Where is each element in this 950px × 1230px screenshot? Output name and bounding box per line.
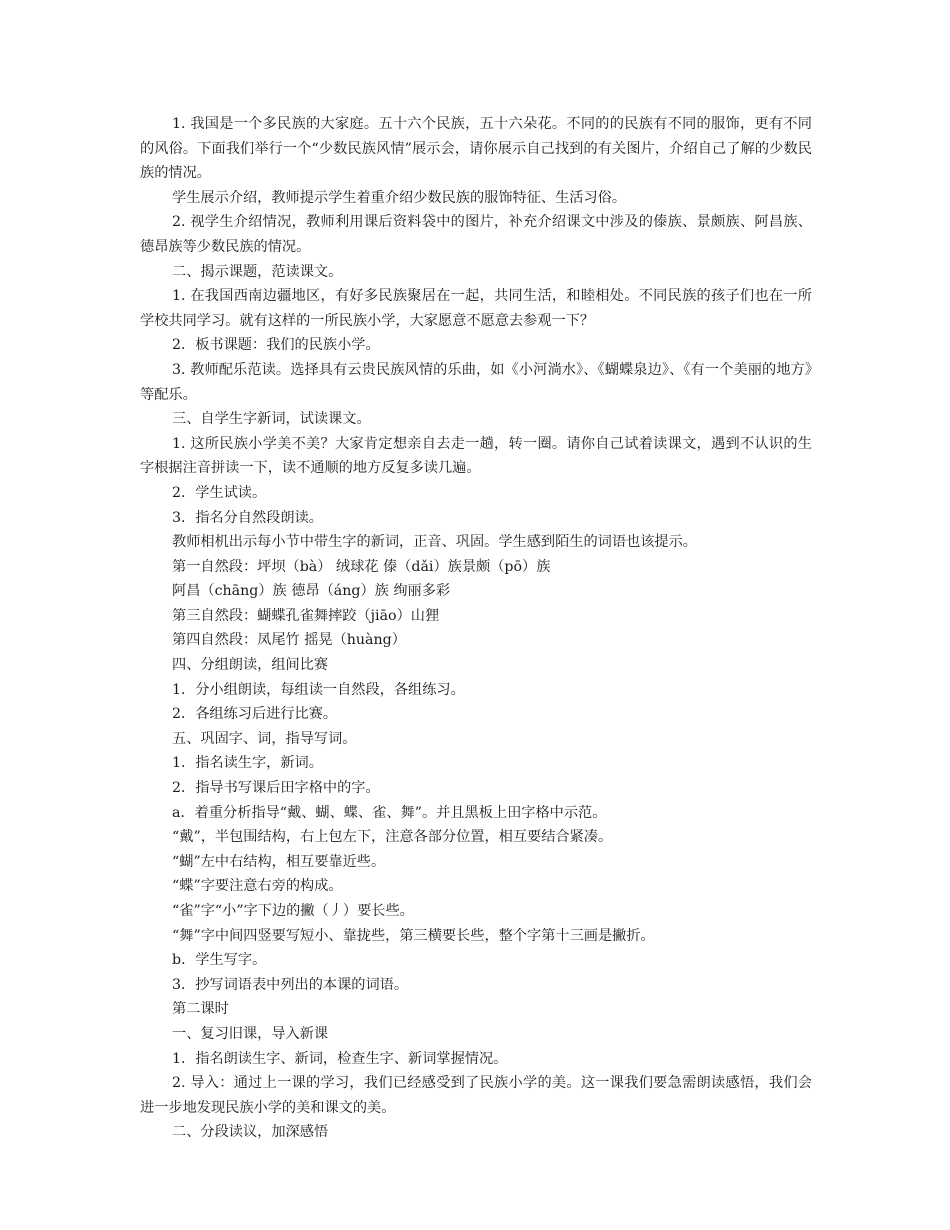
paragraph-10: 2．学生试读。	[172, 484, 267, 501]
document-body	[140, 112, 812, 1145]
section-heading-7: 二、分段读议，加深感悟	[172, 1124, 329, 1141]
paragraph-23: a．着重分析指导“戴、蝴、蝶、雀、舞”。并且黑板上田字格中示范。	[172, 804, 607, 821]
paragraph-29: b．学生写字。	[172, 952, 267, 969]
paragraph-1: 1. 我国是一个多民族的大家庭。五十六个民族，五十六朵花。不同的的民族有不同的服饰，更有不同的风俗。下面我们举行一个“少数民族风情”展示会，请你展示自己找到的有关图片，介绍自己了解的少数民族的情况。	[140, 116, 812, 182]
paragraph-33: 1．指名朗读生字、新词，检查生字、新词掌握情况。	[172, 1050, 508, 1067]
paragraph-9: 1. 这所民族小学美不美？大家肯定想亲自去走一趟，转一圈。请你自己试着读课文，遇到不认识的生字根据注音拼读一下，读不通顺的地方反复多读几遍。	[140, 435, 812, 477]
paragraph-26: “蝶”字要注意右旁的构成。	[172, 878, 343, 895]
paragraph-6: 2．板书课题：我们的民族小学。	[172, 337, 380, 354]
paragraph-5: 1. 在我国西南边疆地区，有好多民族聚居在一起，共同生活，和睦相处。不同民族的孩子们也在一所学校共同学习。就有这样的一所民族小学，大家愿意不愿意去参观一下？	[140, 288, 812, 329]
vocab-line-2: 阿昌（chāng）族 德昂（áng）族 绚丽多彩	[172, 583, 451, 600]
paragraph-19: 2．各组练习后进行比赛。	[172, 706, 338, 723]
paragraph-12: 教师相机出示每小节中带生字的新词，正音、巩固。学生感到陌生的词语也该提示。	[172, 534, 697, 551]
vocab-line-1: 第一自然段：坪坝（bà） 绒球花 傣（dǎi）族景颇（pō）族	[172, 558, 551, 575]
section-heading-2: 二、揭示课题，范读课文。	[172, 263, 343, 280]
vocab-line-4: 第四自然段：凤尾竹 摇晃（huàng）	[172, 632, 406, 649]
section-heading-5: 五、巩固字、词，指导写词。	[172, 730, 357, 747]
paragraph-25: “蝴”左中右结构，相互要靠近些。	[172, 853, 386, 870]
paragraph-7: 3. 教师配乐范读。选择具有云贵民族风情的乐曲，如《小河淌水》、《蝴蝶泉边》、《有一个美丽的地方》等配乐。	[140, 361, 812, 403]
paragraph-22: 2．指导书写课后田字格中的字。	[172, 780, 380, 797]
section-heading-4: 四、分组朗读，组间比赛	[172, 657, 329, 674]
paragraph-30: 3．抄写词语表中列出的本课的词语。	[172, 976, 409, 993]
paragraph-34: 2. 导入：通过上一课的学习，我们已经感受到了民族小学的美。这一课我们要急需朗读感悟，我们会进一步地发现民族小学的美和课文的美。	[140, 1075, 812, 1116]
paragraph-28: “舞”字中间四竖要写短小、靠拢些，第三横要长些，整个字第十三画是撇折。	[172, 927, 655, 944]
paragraph-3: 2. 视学生介绍情况，教师利用课后资料袋中的图片，补充介绍课文中涉及的傣族、景颇族、阿昌族、德昂族等少数民族的情况。	[140, 214, 812, 255]
lesson-heading: 第二课时	[172, 1001, 229, 1018]
section-heading-6: 一、复习旧课，导入新课	[172, 1025, 329, 1042]
paragraph-18: 1．分小组朗读，每组读一自然段，各组练习。	[172, 681, 465, 698]
paragraph-21: 1．指名读生字，新词。	[172, 755, 323, 772]
paragraph-2: 学生展示介绍，教师提示学生着重介绍少数民族的服饰特征、生活习俗。	[172, 189, 627, 206]
vocab-line-3: 第三自然段：蝴蝶孔雀舞摔跤（jiāo）山狸	[172, 607, 440, 624]
paragraph-27: “雀”字“小”字下边的撇（丿）要长些。	[172, 903, 414, 919]
paragraph-11: 3．指名分自然段朗读。	[172, 509, 323, 526]
paragraph-24: “戴”，半包围结构，右上包左下，注意各部分位置，相互要结合紧凑。	[172, 829, 613, 846]
section-heading-3: 三、自学生字新词，试读课文。	[172, 411, 371, 428]
